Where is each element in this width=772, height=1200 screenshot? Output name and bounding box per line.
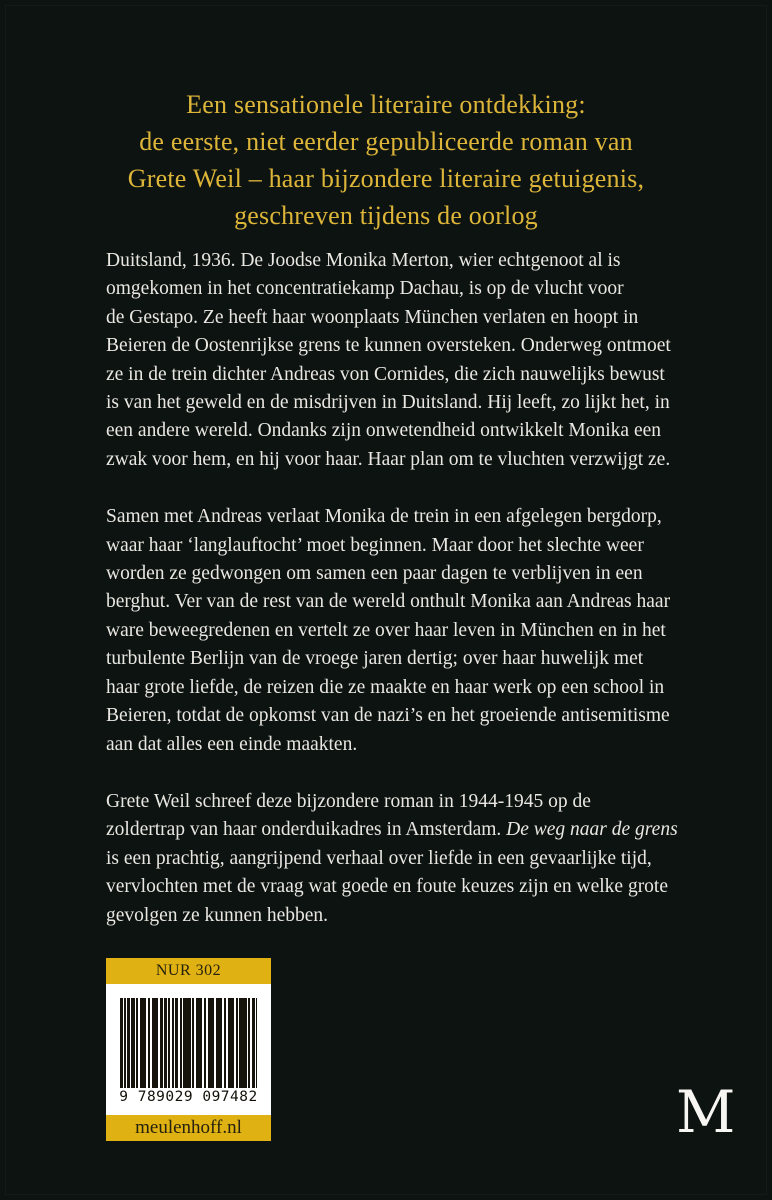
- barcode-area: [106, 984, 271, 1115]
- headline-line: geschreven tijdens de oorlog: [234, 201, 538, 230]
- publisher-website: meulenhoff.nl: [106, 1115, 271, 1141]
- text-line: haar grote liefde, de reizen die ze maakte en haar werk op een school in: [106, 676, 665, 698]
- headline-line: Grete Weil – haar bijzondere literaire getuigenis,: [127, 164, 645, 193]
- text-line: worden ze gedwongen om samen een paar dagen te verblijven in een: [106, 563, 643, 585]
- text-line: is van het geweld en de misdrijven in Duitsland. Hij leeft, zo lijkt het, in: [106, 392, 670, 414]
- text-line: waar haar ‘langlauftocht’ moet beginnen. Maar door het slechte weer: [106, 534, 644, 556]
- text-line: Duitsland, 1936. De Joodse Monika Merton, wier echtgenoot al is: [106, 250, 621, 271]
- headline-line: Een sensationele literaire ontdekking:: [186, 90, 586, 119]
- text-line: ware beweegredenen en vertelt ze over haar leven in München en in het: [106, 619, 666, 641]
- text-line: Samen met Andreas verlaat Monika de trein in een afgelegen bergdorp,: [106, 506, 662, 528]
- barcode-block: [106, 958, 271, 1141]
- text-line: omgekomen in het concentratiekamp Dachau, is op de vlucht voor: [106, 278, 624, 300]
- synopsis-text: [106, 247, 726, 930]
- text-line: de Gestapo. Ze heeft haar woonplaats München verlaten en hoopt in: [106, 306, 639, 328]
- book-title-italic: De weg naar de grens: [506, 819, 678, 841]
- paragraph: [106, 788, 726, 930]
- headline-line: de eerste, niet eerder gepubliceerde roman van: [139, 127, 633, 156]
- text-line: aan dat alles een einde maakten.: [106, 733, 358, 755]
- text-line: berghut. Ver van de rest van de wereld onthult Monika aan Andreas haar: [106, 591, 671, 613]
- text-line: is een prachtig, aangrijpend verhaal over liefde in een gevaarlijke tijd,: [106, 847, 652, 869]
- text-line: zoldertrap van haar onderduikadres in Amsterdam. De weg naar de grens: [106, 819, 678, 841]
- text-line: vervlochten met de vraag wat goede en foute keuzes zijn en welke grote: [106, 876, 669, 898]
- text-line: Beieren, totdat de opkomst van de nazi’s en het groeiende antisemitisme: [106, 705, 670, 727]
- nur-label: NUR 302: [106, 958, 271, 984]
- barcode-image: [120, 998, 257, 1088]
- headline: [36, 86, 736, 234]
- paragraph: [106, 247, 726, 474]
- paragraph: [106, 503, 726, 759]
- text-line: Grete Weil schreef deze bijzondere roman in 1944-1945 op de: [106, 790, 591, 812]
- text-line: gevolgen ze kunnen hebben.: [106, 904, 329, 926]
- text-line: een andere wereld. Ondanks zijn onwetendheid ontwikkelt Monika een: [106, 420, 662, 442]
- isbn-number: 9 789029 097482: [119, 1089, 258, 1105]
- meulenhoff-m-logo: M: [676, 1078, 736, 1146]
- text-line: ze in de trein dichter Andreas von Cornides, die zich nauwelijks bewust: [106, 363, 665, 385]
- text-line: zwak voor hem, en hij voor haar. Haar plan om te vluchten verzwijgt ze.: [106, 448, 671, 470]
- text-line: turbulente Berlijn van de vroege jaren dertig; over haar huwelijk met: [106, 648, 644, 670]
- text-line: Beieren de Oostenrijkse grens te kunnen oversteken. Onderweg ontmoet: [106, 335, 671, 357]
